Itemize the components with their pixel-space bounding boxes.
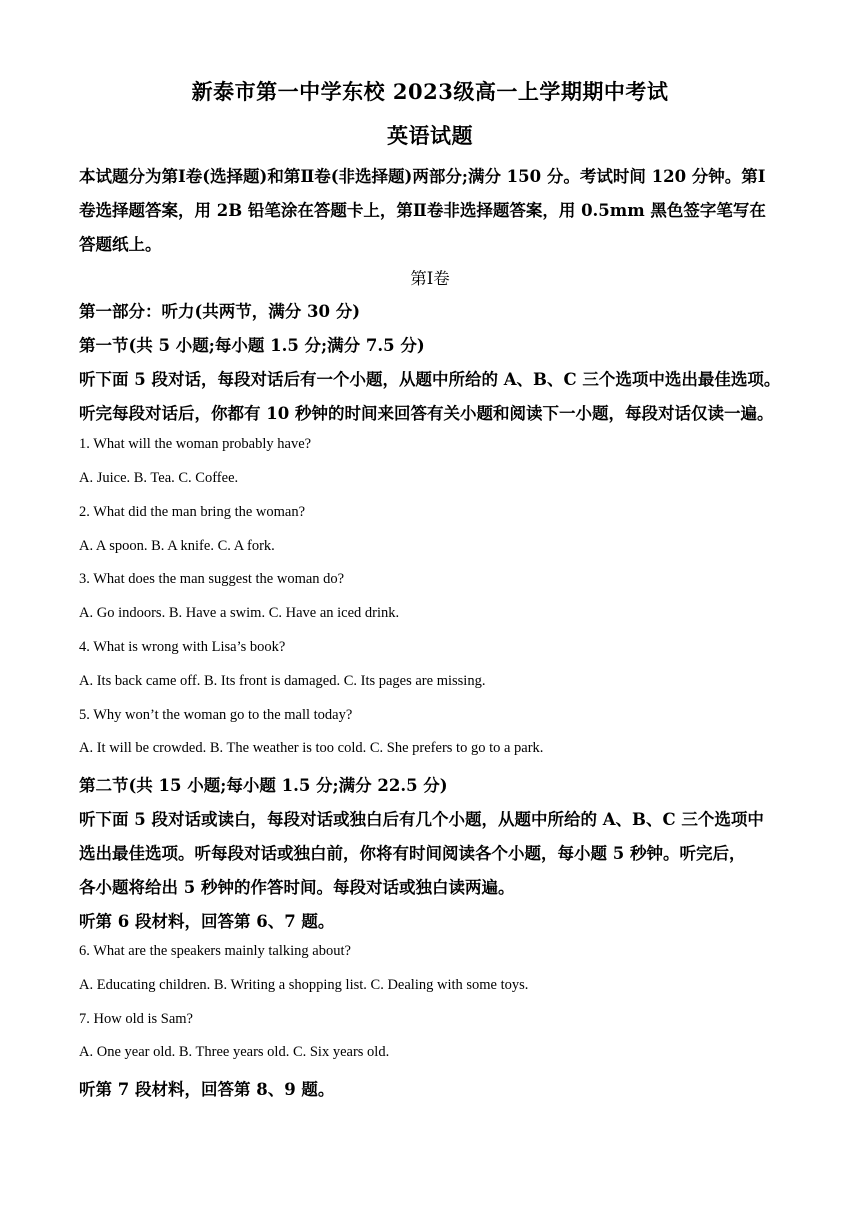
question-3-options: A. Go indoors. B. Have a swim. C. Have an iced drink. xyxy=(79,605,400,621)
exam-title: 新泰市第一中学东校 2023级高一上学期期中考试 xyxy=(191,79,669,104)
question-1: 1. What will the woman probably have? xyxy=(79,436,312,452)
material-7-heading: 听第 7 段材料，回答第 8、9 题。 xyxy=(79,1080,335,1099)
section1-instruction-2: 听完每段对话后，你都有 10 秒钟的时间来回答有关小题和阅读下一小题，每段对话仅读一遍。 xyxy=(79,404,774,423)
intro-line-3: 答题纸上。 xyxy=(79,235,162,254)
part1-heading: 第一部分：听力(共两节，满分 30 分) xyxy=(79,302,361,321)
question-5-options: A. It will be crowded. B. The weather is too cold. C. She prefers to go to a park. xyxy=(79,740,544,756)
section2-heading: 第二节(共 15 小题;每小题 1.5 分;满分 22.5 分) xyxy=(79,776,448,795)
question-1-options: A. Juice. B. Tea. C. Coffee. xyxy=(79,470,239,486)
question-6: 6. What are the speakers mainly talking about? xyxy=(79,943,351,959)
question-4-options: A. Its back came off. B. Its front is damaged. C. Its pages are missing. xyxy=(79,673,486,689)
intro-line-1: 本试题分为第Ⅰ卷(选择题)和第Ⅱ卷(非选择题)两部分;满分 150 分。考试时间 120 分钟。第Ⅰ xyxy=(79,167,766,186)
intro-line-2: 卷选择题答案，用 2B 铅笔涂在答题卡上，第Ⅱ卷非选择题答案，用 0.5mm 黑色签字笔写在 xyxy=(79,201,766,220)
question-6-options: A. Educating children. B. Writing a shopping list. C. Dealing with some toys. xyxy=(79,977,529,993)
material-6-heading: 听第 6 段材料，回答第 6、7 题。 xyxy=(79,912,335,931)
question-3: 3. What does the man suggest the woman do? xyxy=(79,571,345,587)
question-7: 7. How old is Sam? xyxy=(79,1011,193,1027)
section1-heading: 第一节(共 5 小题;每小题 1.5 分;满分 7.5 分) xyxy=(79,336,425,355)
section2-instruction-1: 听下面 5 段对话或读白，每段对话或独白后有几个小题，从题中所给的 A、B、C 三个选项中 xyxy=(79,810,764,829)
question-2: 2. What did the man bring the woman? xyxy=(79,504,306,520)
question-5: 5. Why won’t the woman go to the mall today? xyxy=(79,707,353,723)
exam-subtitle: 英语试题 xyxy=(387,123,473,148)
question-7-options: A. One year old. B. Three years old. C. Six years old. xyxy=(79,1044,390,1060)
question-2-options: A. A spoon. B. A knife. C. A fork. xyxy=(79,538,275,554)
section2-instruction-3: 各小题将给出 5 秒钟的作答时间。每段对话或独白读两遍。 xyxy=(79,878,515,897)
question-4: 4. What is wrong with Lisa’s book? xyxy=(79,639,286,655)
section1-instruction-1: 听下面 5 段对话，每段对话后有一个小题，从题中所给的 A、B、C 三个选项中选出最佳选项。 xyxy=(79,370,781,389)
section2-instruction-2: 选出最佳选项。听每段对话或独白前，你将有时间阅读各个小题，每小题 5 秒钟。听完后， xyxy=(79,844,746,863)
volume-label: 第Ⅰ卷 xyxy=(410,269,450,288)
